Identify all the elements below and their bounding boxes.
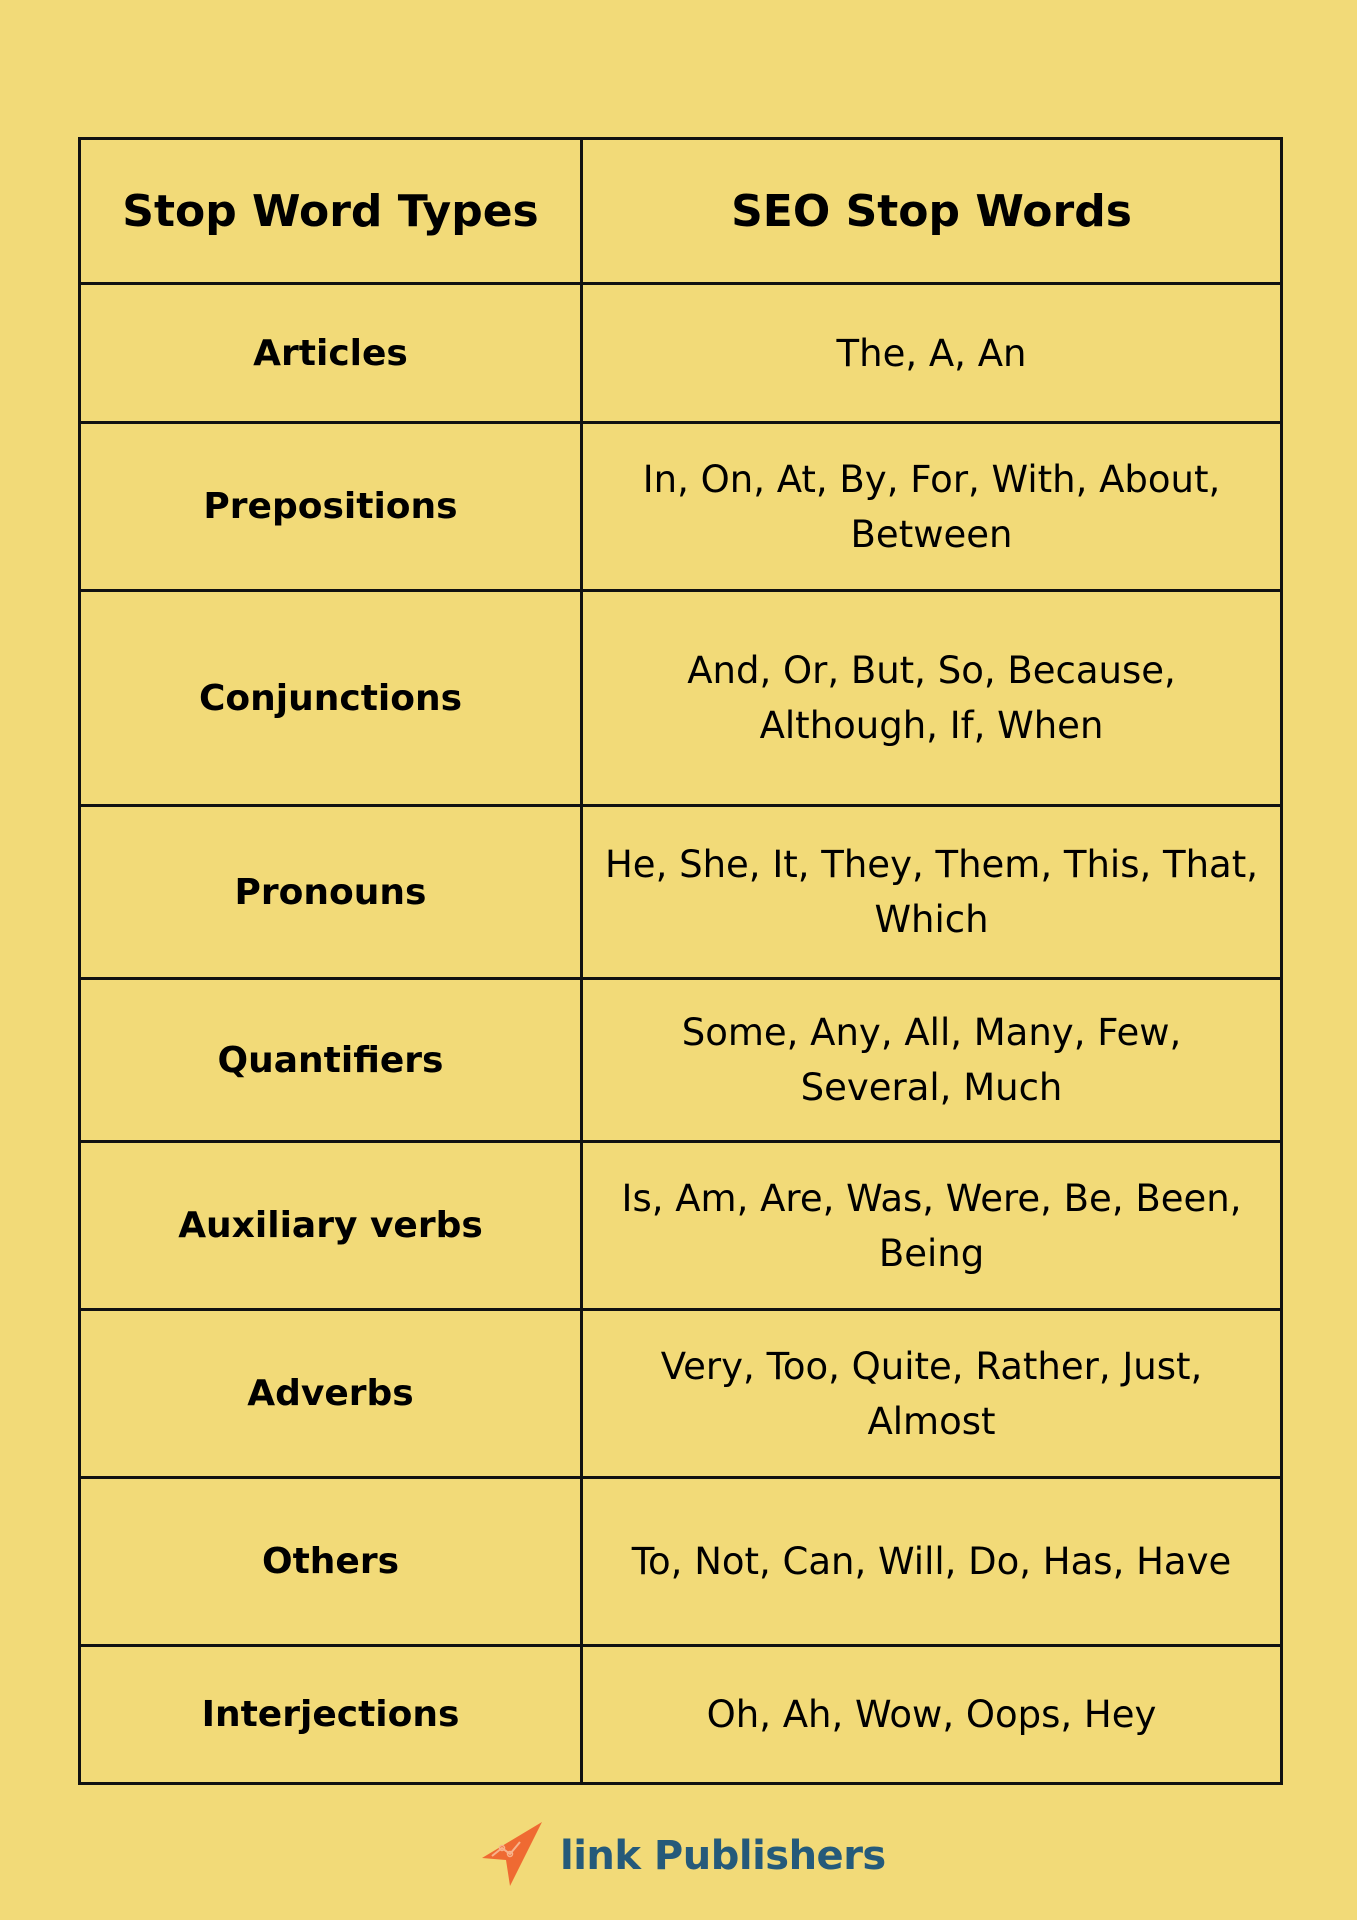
row-type-auxiliary-verbs: Auxiliary verbs xyxy=(81,1143,583,1311)
row-words-interjections: Oh, Ah, Wow, Oops, Hey xyxy=(706,1693,1157,1736)
arrow-cursor-icon xyxy=(480,1820,546,1892)
row-type-articles: Articles xyxy=(81,285,583,424)
row-words-pronouns: He, She, It, They, Them, This, That, Which xyxy=(583,807,1280,980)
row-type-others: Others xyxy=(81,1479,583,1647)
row-type-quantifiers: Quantifiers xyxy=(81,980,583,1143)
brand-name: link Publishers xyxy=(560,1833,886,1879)
header-stop-word-types: Stop Word Types xyxy=(81,140,583,285)
row-type-adverbs: Adverbs xyxy=(81,1311,583,1479)
row-words-conjunctions: And, Or, But, So, Because, Although, If, When xyxy=(583,592,1280,807)
row-words-quantifiers: Some, Any, All, Many, Few, Several, Much xyxy=(583,980,1280,1143)
brand-logo xyxy=(480,1820,886,1892)
row-type-conjunctions: Conjunctions xyxy=(81,592,583,807)
row-words-prepositions: In, On, At, By, For, With, About, Between xyxy=(583,424,1280,592)
header-seo-stop-words: SEO Stop Words xyxy=(583,140,1280,285)
row-words-articles: The, A, An xyxy=(583,285,1280,424)
row-type-interjections: Interjections xyxy=(81,1647,583,1782)
row-type-prepositions: Prepositions xyxy=(81,424,583,592)
stop-words-table xyxy=(78,137,1283,1785)
row-type-pronouns: Pronouns xyxy=(81,807,583,980)
row-words-others: To, Not, Can, Will, Do, Has, Have xyxy=(583,1479,1280,1647)
row-words-auxiliary-verbs: Is, Am, Are, Was, Were, Be, Been, Being xyxy=(583,1143,1280,1311)
row-words-adverbs: Very, Too, Quite, Rather, Just, Almost xyxy=(583,1311,1280,1479)
